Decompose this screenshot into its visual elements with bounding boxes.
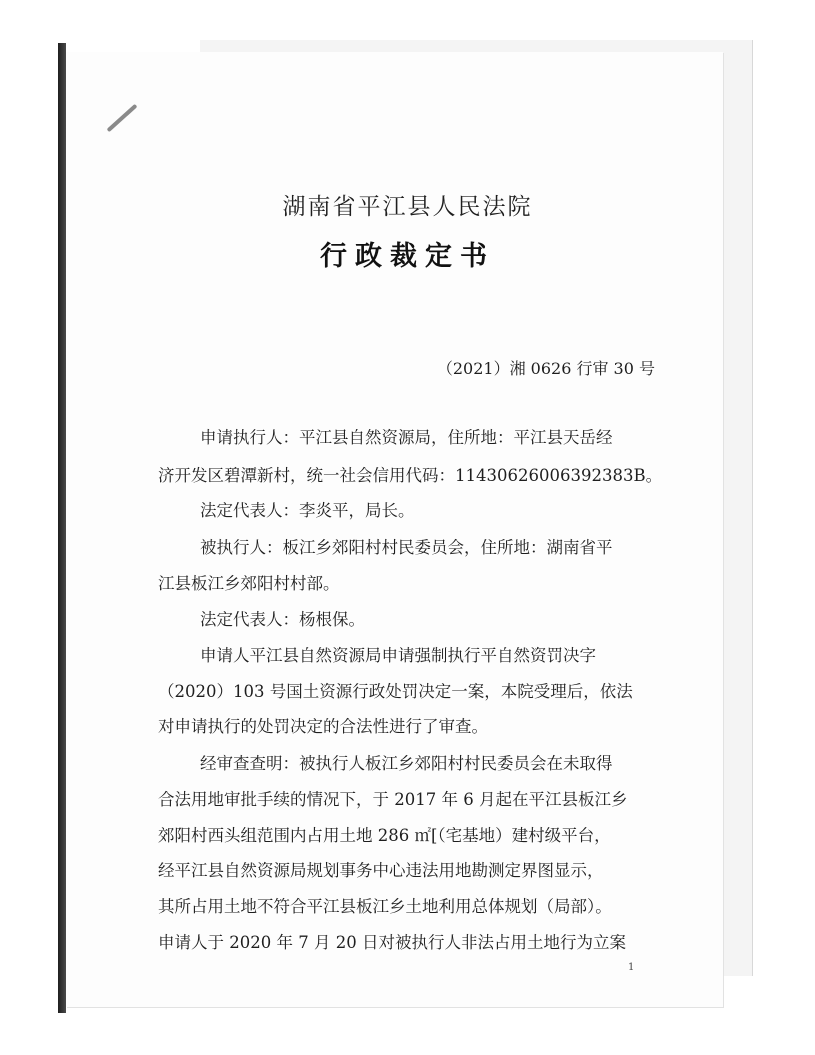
applicant-representative: 法定代表人：李炎平，局长。 xyxy=(200,501,415,520)
paragraph-2-line-2: 合法用地审批手续的情况下，于 2017 年 6 月起在平江县板江乡 xyxy=(158,790,628,809)
applicant-line-2: 济开发区碧潭新村，统一社会信用代码：11430626006392383B。 xyxy=(158,466,663,485)
paragraph-2-line-3: 郊阳村西头组范围内占用土地 286 ㎡[（宅基地）建村级平台， xyxy=(158,826,611,845)
applicant-line-1: 申请执行人：平江县自然资源局，住所地：平江县天岳经 xyxy=(200,428,613,447)
respondent-representative: 法定代表人：杨根保。 xyxy=(200,610,365,629)
respondent-line-2: 江县板江乡郊阳村村部。 xyxy=(158,574,340,593)
paragraph-2-line-1: 经审查查明：被执行人板江乡郊阳村村民委员会在未取得 xyxy=(200,754,613,773)
paragraph-1-line-3: 对申请执行的处罚决定的合法性进行了审查。 xyxy=(158,717,488,736)
page-number: 1 xyxy=(628,962,635,973)
respondent-line-1: 被执行人：板江乡郊阳村村民委员会，住所地：湖南省平 xyxy=(200,538,613,557)
paragraph-2-line-4: 经平江县自然资源局规划事务中心违法用地勘测定界图显示， xyxy=(158,861,604,880)
document-title: 行政裁定书 xyxy=(320,241,495,272)
paragraph-1-line-1: 申请人平江县自然资源局申请强制执行平自然资罚决字 xyxy=(200,646,596,665)
case-number: （2021）湘 0626 行审 30 号 xyxy=(436,359,655,378)
paragraph-2-line-6: 申请人于 2020 年 7 月 20 日对被执行人非法占用土地行为立案 xyxy=(158,933,626,952)
paragraph-2-line-5: 其所占用土地不符合平江县板江乡土地利用总体规划（局部）。 xyxy=(158,897,612,916)
court-name: 湖南省平江县人民法院 xyxy=(282,194,533,220)
paragraph-1-line-2: （2020）103 号国土资源行政处罚决定一案，本院受理后，依法 xyxy=(158,682,633,701)
